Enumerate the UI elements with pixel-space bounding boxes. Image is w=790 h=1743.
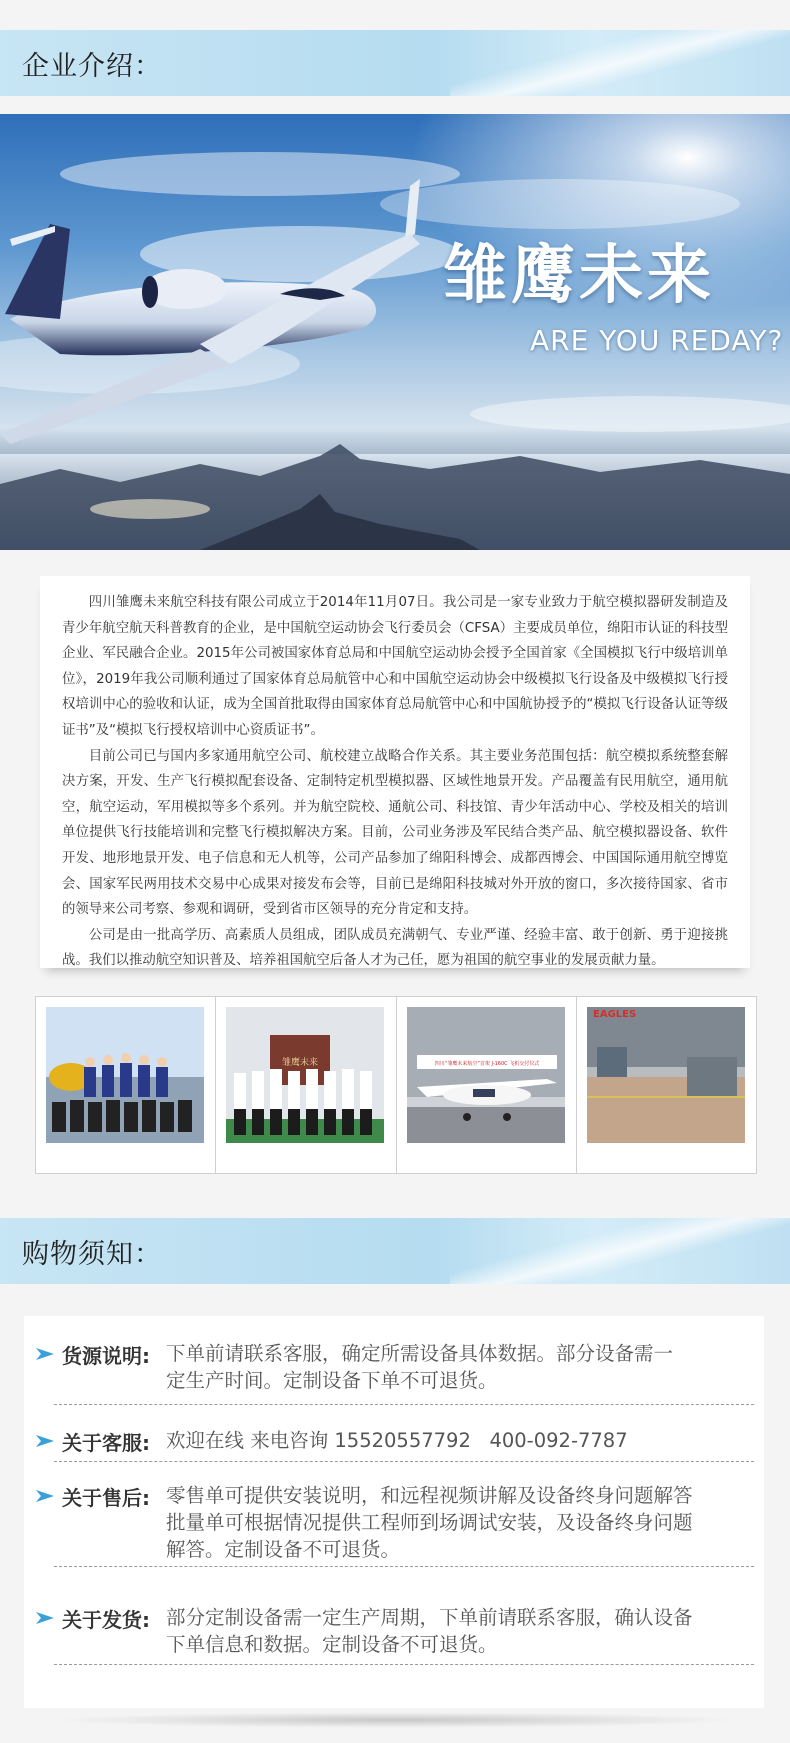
notice-text: 欢迎在线 来电咨询 15520557792 400-092-7787 — [166, 1429, 628, 1452]
notice-text: 零售单可提供安装说明，和远程视频讲解及设备终身问题解答 批量单可根据情况提供工程师到场调试安装，及设备终身问题 解答。定制设备不可退货。 — [166, 1484, 693, 1561]
divider — [54, 1461, 754, 1462]
gallery-photo-team — [36, 997, 216, 1173]
intro-paragraph-3: 公司是由一批高学历、高素质人员组成，团队成员充满朝气、专业严谨、经验丰富、敢于创新、勇于迎接挑战。我们以推动航空知识普及、培养祖国航空后备人才为己任，愿为祖国的航空事业的发展贡献力量。 — [62, 927, 728, 969]
card-shadow — [50, 1712, 740, 1728]
banner-slogan: ARE YOU REDAY? — [530, 324, 784, 357]
notice-label: 关于发货: — [62, 1608, 150, 1632]
staff-photo-sign: 雏鹰未来 — [282, 1058, 319, 1068]
notice-label: 关于售后: — [62, 1486, 150, 1510]
company-intro-card — [40, 576, 750, 968]
shopping-notice-header — [0, 1218, 790, 1284]
intro-paragraph-2: 目前公司已与国内多家通用航空公司、航校建立战略合作关系。其主要业务范围包括：航空模拟系统整套解决方案，开发、生产飞行模拟配套设备、定制特定机型模拟器、区域性地景开发。产品覆盖有民用航空，通用航空，航空运动，军用模拟等多个系列。并为航空院校、通航公司、科技馆、青少年活动中心、学校及相关的培训单位提供飞行技能培训和完整飞行模拟解决方案。目前，公司业务涉及军民结合类产品、航空模拟器设备、软件开发、地形地景开发、电子信息和无人机等，公司产品参加了绵阳科博会、成都西博会、中国国际通用航空博览会、国家军民两用技术交易中心成果对接发布会等，目前已是绵阳科技城对外开放的窗口，多次接待国家、省市的领导来公司考察、参观和调研，受到省市区领导的充分肯定和支持。 — [62, 748, 728, 918]
notice-label: 关于客服: — [62, 1431, 150, 1455]
gallery-photo-aircraft — [397, 997, 577, 1173]
arrow-bullet-icon — [36, 1610, 54, 1626]
divider — [54, 1566, 754, 1567]
notice-text: 下单前请联系客服，确定所需设备具体数据。部分设备需一 定生产时间。定制设备下单不可退货。 — [166, 1342, 674, 1392]
company-intro-header — [0, 30, 790, 96]
arrow-bullet-icon — [36, 1488, 54, 1504]
shopping-notice-card — [24, 1316, 764, 1708]
divider — [54, 1404, 754, 1405]
photo-gallery — [35, 996, 757, 1174]
notice-label: 货源说明: — [62, 1344, 150, 1368]
company-intro-title: 企业介绍： — [22, 51, 162, 82]
hero-banner — [0, 114, 790, 550]
arrow-bullet-icon — [36, 1346, 54, 1362]
aircraft-photo-banner: 四川“雏鹰未来航空”首架 J-160C 飞机交付仪式 — [434, 1061, 539, 1067]
banner-brand: 雏鹰未来 — [443, 239, 715, 313]
workshop-photo-sign: EAGLES — [592, 1009, 636, 1020]
shopping-notice-title: 购物须知： — [22, 1239, 162, 1270]
gallery-photo-staff — [216, 997, 396, 1173]
intro-paragraph-1: 四川雏鹰未来航空科技有限公司成立于2014年11月07日。我公司是一家专业致力于航空模拟器研发制造及青少年航空航天科普教育的企业，是中国航空运动协会飞行委员会（CFSA）主要成员单位，绵阳市认证的科技型企业、军民融合企业。2015年公司被国家体育总局和中国航空运动协会授予全国首家《全国模拟飞行中级培训单位》，2019年我公司顺利通过了国家体育总局航管中心和中国航空运动协会中级模拟飞行设备及中级模拟飞行授权培训中心的验收和认证，成为全国首批取得由国家体育总局航管中心和中国航协授予的“模拟飞行设备认证等级证书”及“模拟飞行授权培训中心资质证书”。 — [62, 595, 728, 738]
gallery-photo-workshop — [577, 997, 756, 1173]
notice-text: 部分定制设备需一定生产周期，下单前请联系客服，确认设备 下单信息和数据。定制设备不可退货。 — [166, 1606, 693, 1656]
divider — [54, 1664, 754, 1665]
arrow-bullet-icon — [36, 1433, 54, 1449]
